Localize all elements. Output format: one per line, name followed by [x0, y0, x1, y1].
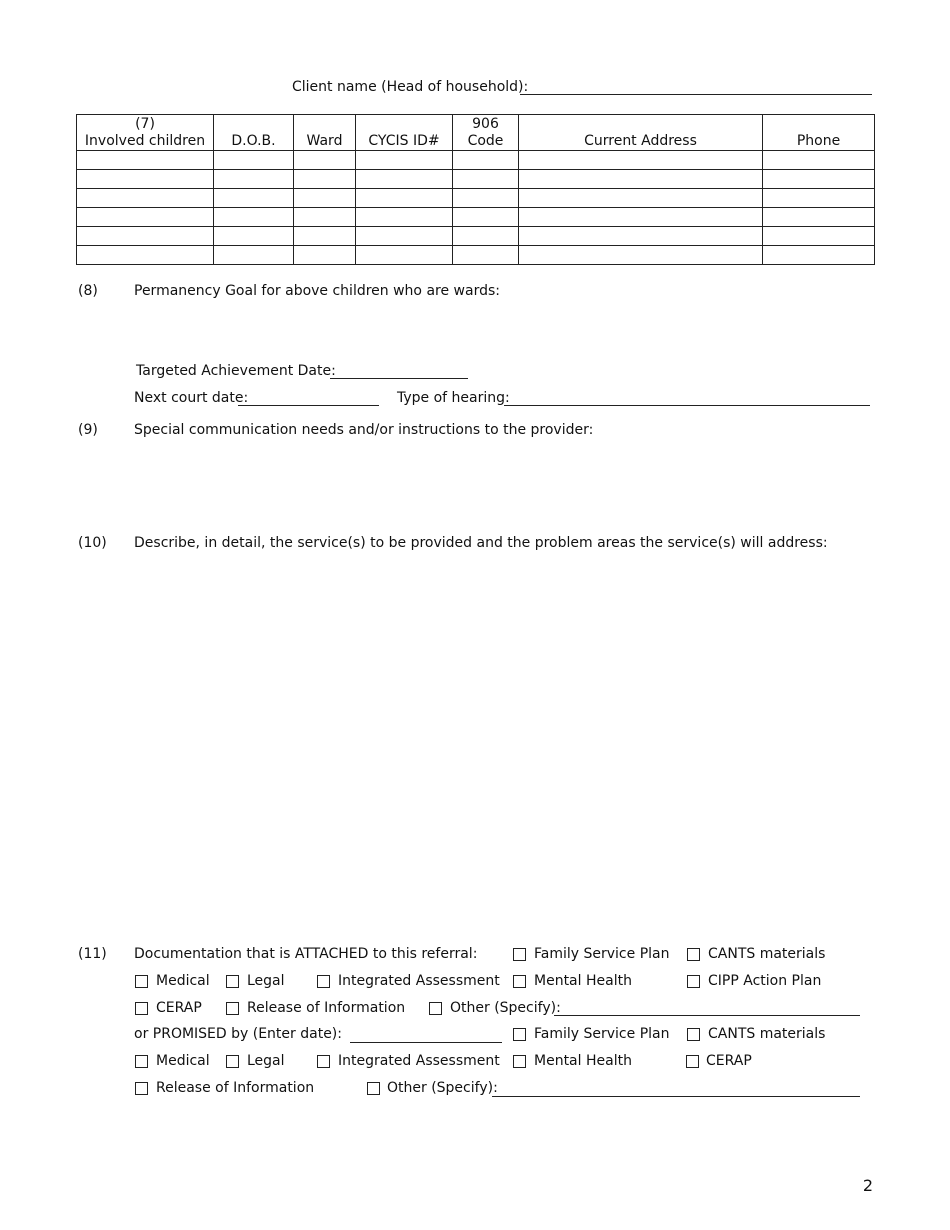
promised-label: or PROMISED by (Enter date):: [134, 1026, 342, 1042]
attached-integrated-assessment-checkbox[interactable]: [317, 975, 330, 988]
promised-medical-label: Medical: [156, 1053, 210, 1069]
col-cycis-id: CYCIS ID#: [356, 115, 453, 151]
attached-medical-checkbox[interactable]: [135, 975, 148, 988]
attached-legal-checkbox[interactable]: [226, 975, 239, 988]
section-10-number: (10): [78, 535, 107, 551]
client-name-label: Client name (Head of household):: [292, 79, 529, 95]
promised-release-checkbox[interactable]: [135, 1082, 148, 1095]
involved-children-table: [76, 114, 875, 265]
special-communication-label: Special communication needs and/or instructions to the provider:: [134, 422, 594, 438]
section-8-number: (8): [78, 283, 98, 299]
table-row: [77, 170, 875, 189]
attached-other-checkbox[interactable]: [429, 1002, 442, 1015]
promised-family-service-plan-checkbox[interactable]: [513, 1028, 526, 1041]
table-row: [77, 227, 875, 246]
promised-other-field[interactable]: [492, 1096, 860, 1097]
promised-legal-checkbox[interactable]: [226, 1055, 239, 1068]
col-current-address: Current Address: [519, 115, 763, 151]
section-9-number: (9): [78, 422, 98, 438]
promised-medical-checkbox[interactable]: [135, 1055, 148, 1068]
attached-cants-checkbox[interactable]: [687, 948, 700, 961]
promised-integrated-assessment-label: Integrated Assessment: [338, 1053, 500, 1069]
attached-release-label: Release of Information: [247, 1000, 406, 1016]
targeted-date-label: Targeted Achievement Date:: [136, 363, 336, 379]
promised-mental-health-checkbox[interactable]: [513, 1055, 526, 1068]
promised-cerap-checkbox[interactable]: [686, 1055, 699, 1068]
describe-services-label: Describe, in detail, the service(s) to be provided and the problem areas the service(s) will address:: [134, 535, 828, 551]
promised-other-label: Other (Specify):: [387, 1080, 498, 1096]
col-ward: Ward: [294, 115, 356, 151]
targeted-date-field[interactable]: [330, 378, 468, 379]
attached-cipp-checkbox[interactable]: [687, 975, 700, 988]
permanency-goal-label: Permanency Goal for above children who are wards:: [134, 283, 500, 299]
table-row: [77, 208, 875, 227]
promised-date-field[interactable]: [350, 1042, 502, 1043]
attached-cants-label: CANTS materials: [708, 946, 826, 962]
next-court-date-field[interactable]: [238, 405, 379, 406]
attached-other-field[interactable]: [554, 1015, 860, 1016]
attached-label: Documentation that is ATTACHED to this referral:: [134, 946, 478, 962]
attached-other-label: Other (Specify):: [450, 1000, 561, 1016]
attached-release-checkbox[interactable]: [226, 1002, 239, 1015]
attached-cipp-label: CIPP Action Plan: [708, 973, 822, 989]
promised-cants-checkbox[interactable]: [687, 1028, 700, 1041]
promised-cerap-label: CERAP: [706, 1053, 752, 1069]
table-header-row: [77, 115, 875, 151]
table-row: [77, 151, 875, 170]
table-row: [77, 189, 875, 208]
type-of-hearing-label: Type of hearing:: [397, 390, 510, 406]
col-involved-children: (7) Involved children: [77, 115, 214, 151]
attached-mental-health-label: Mental Health: [534, 973, 632, 989]
type-of-hearing-field[interactable]: [504, 405, 870, 406]
promised-integrated-assessment-checkbox[interactable]: [317, 1055, 330, 1068]
attached-family-service-plan-label: Family Service Plan: [534, 946, 670, 962]
page-number: 2: [862, 1176, 873, 1195]
attached-cerap-label: CERAP: [156, 1000, 202, 1016]
attached-cerap-checkbox[interactable]: [135, 1002, 148, 1015]
col-phone: Phone: [763, 115, 875, 151]
attached-mental-health-checkbox[interactable]: [513, 975, 526, 988]
col-dob: D.O.B.: [214, 115, 294, 151]
promised-legal-label: Legal: [247, 1053, 285, 1069]
col-906-code: 906 Code: [453, 115, 519, 151]
promised-mental-health-label: Mental Health: [534, 1053, 632, 1069]
attached-family-service-plan-checkbox[interactable]: [513, 948, 526, 961]
attached-legal-label: Legal: [247, 973, 285, 989]
attached-medical-label: Medical: [156, 973, 210, 989]
client-name-field[interactable]: [520, 94, 872, 95]
promised-family-service-plan-label: Family Service Plan: [534, 1026, 670, 1042]
table-row: [77, 246, 875, 265]
promised-cants-label: CANTS materials: [708, 1026, 826, 1042]
promised-other-checkbox[interactable]: [367, 1082, 380, 1095]
promised-release-label: Release of Information: [156, 1080, 315, 1096]
section-11-number: (11): [78, 946, 107, 962]
next-court-date-label: Next court date:: [134, 390, 249, 406]
attached-integrated-assessment-label: Integrated Assessment: [338, 973, 500, 989]
